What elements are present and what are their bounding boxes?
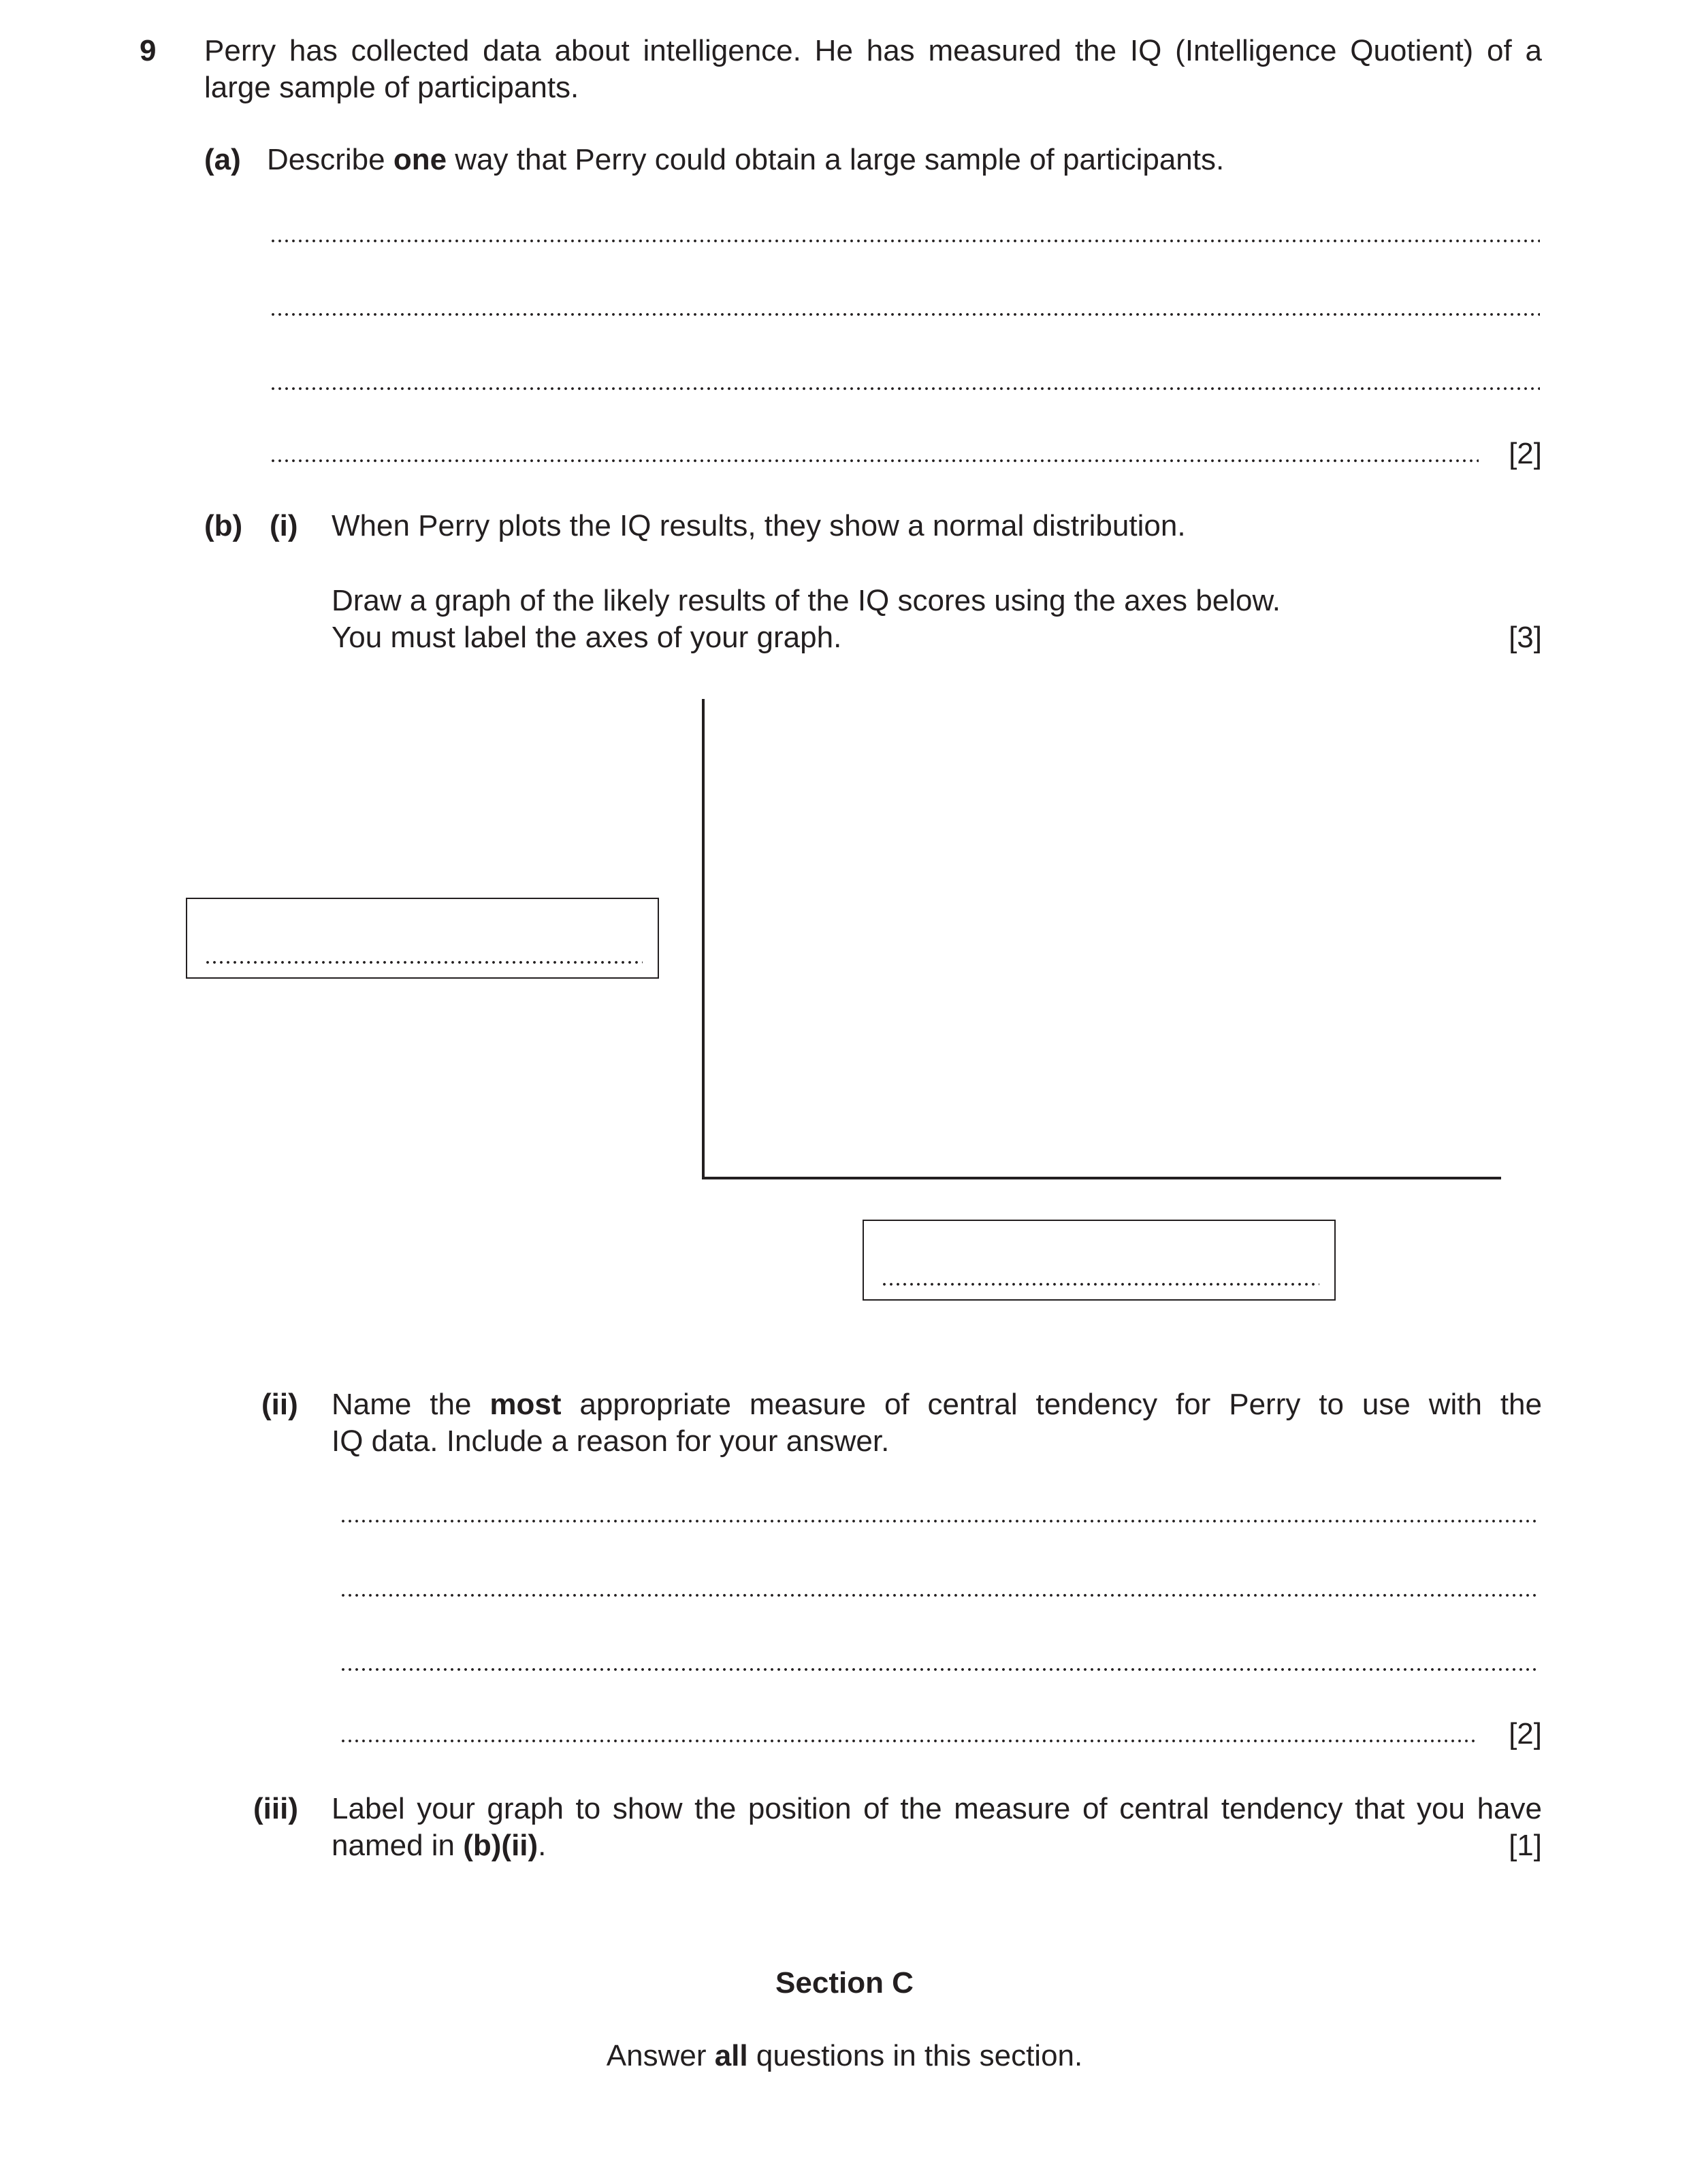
part-a-text-1: Describe xyxy=(267,143,393,176)
section-instruction-2: questions in this section. xyxy=(747,2039,1083,2072)
intro-line-1: Perry has collected data about intelligence. He has measured the IQ (Intelligence Quotient) of a xyxy=(204,34,1542,67)
part-a-text-2: way that Perry could obtain a large sample of participants. xyxy=(447,143,1225,176)
x-axis-label-box[interactable] xyxy=(863,1220,1336,1301)
y-axis-label-line[interactable] xyxy=(204,959,643,966)
part-b-label: (b) xyxy=(204,509,243,542)
question-number: 9 xyxy=(140,34,157,67)
part-b-ii-marks: [2] xyxy=(1509,1717,1542,1750)
part-b-iii-line-1: Label your graph to show the position of the measure of central tendency that you have xyxy=(332,1792,1542,1825)
graph-y-axis xyxy=(702,699,705,1179)
part-b-i-line-1: When Perry plots the IQ results, they show a normal distribution. xyxy=(332,509,1186,542)
section-instruction-bold: all xyxy=(714,2039,748,2072)
section-title: Section C xyxy=(775,1966,914,2000)
answer-line-a4[interactable] xyxy=(270,457,1479,464)
part-b-iii-text-1: named in xyxy=(332,1829,464,1862)
part-a-marks: [2] xyxy=(1509,437,1542,470)
part-b-iii-label: (iii) xyxy=(253,1792,298,1825)
part-b-ii-text-1: Name the xyxy=(332,1388,490,1421)
answer-line-b-ii-2[interactable] xyxy=(340,1592,1540,1599)
section-instruction-1: Answer xyxy=(606,2039,715,2072)
answer-line-b-ii-3[interactable] xyxy=(340,1666,1540,1673)
x-axis-label-line[interactable] xyxy=(881,1281,1319,1288)
answer-line-b-ii-4[interactable] xyxy=(340,1738,1479,1744)
answer-line-a2[interactable] xyxy=(270,311,1540,318)
part-b-ii-text-2: appropriate measure of central tendency for Perry to use with the xyxy=(561,1388,1543,1421)
part-b-iii-text-bold: (b)(ii) xyxy=(463,1829,538,1862)
graph-x-axis xyxy=(702,1177,1501,1179)
part-b-iii-line-2 xyxy=(332,1827,1542,1864)
part-b-ii-line-2: IQ data. Include a reason for your answer. xyxy=(332,1424,890,1458)
part-a-label: (a) xyxy=(204,143,241,176)
part-b-ii-text-bold: most xyxy=(489,1388,562,1421)
answer-line-a1[interactable] xyxy=(270,238,1540,244)
part-b-ii-label: (ii) xyxy=(261,1388,298,1421)
question-intro xyxy=(204,33,1542,106)
part-b-i-marks: [3] xyxy=(1509,621,1542,654)
intro-line-2: large sample of participants. xyxy=(204,71,579,104)
part-b-ii-question xyxy=(332,1386,1542,1460)
answer-line-b-ii-1[interactable] xyxy=(340,1518,1540,1525)
part-b-iii-question xyxy=(332,1791,1542,1864)
part-b-iii-text-2: . xyxy=(538,1829,547,1862)
part-b-ii-line-1 xyxy=(332,1386,1542,1423)
y-axis-label-box[interactable] xyxy=(186,898,659,979)
section-instruction xyxy=(0,2038,1689,2074)
part-a-text-bold: one xyxy=(393,143,447,176)
part-b-i-line-3: You must label the axes of your graph. xyxy=(332,621,842,654)
part-b-iii-marks: [1] xyxy=(1509,1829,1542,1862)
part-a-question xyxy=(267,142,1224,178)
part-b-i-label: (i) xyxy=(270,509,298,542)
part-b-i-line-2: Draw a graph of the likely results of the IQ scores using the axes below. xyxy=(332,584,1281,617)
answer-line-a3[interactable] xyxy=(270,385,1540,392)
